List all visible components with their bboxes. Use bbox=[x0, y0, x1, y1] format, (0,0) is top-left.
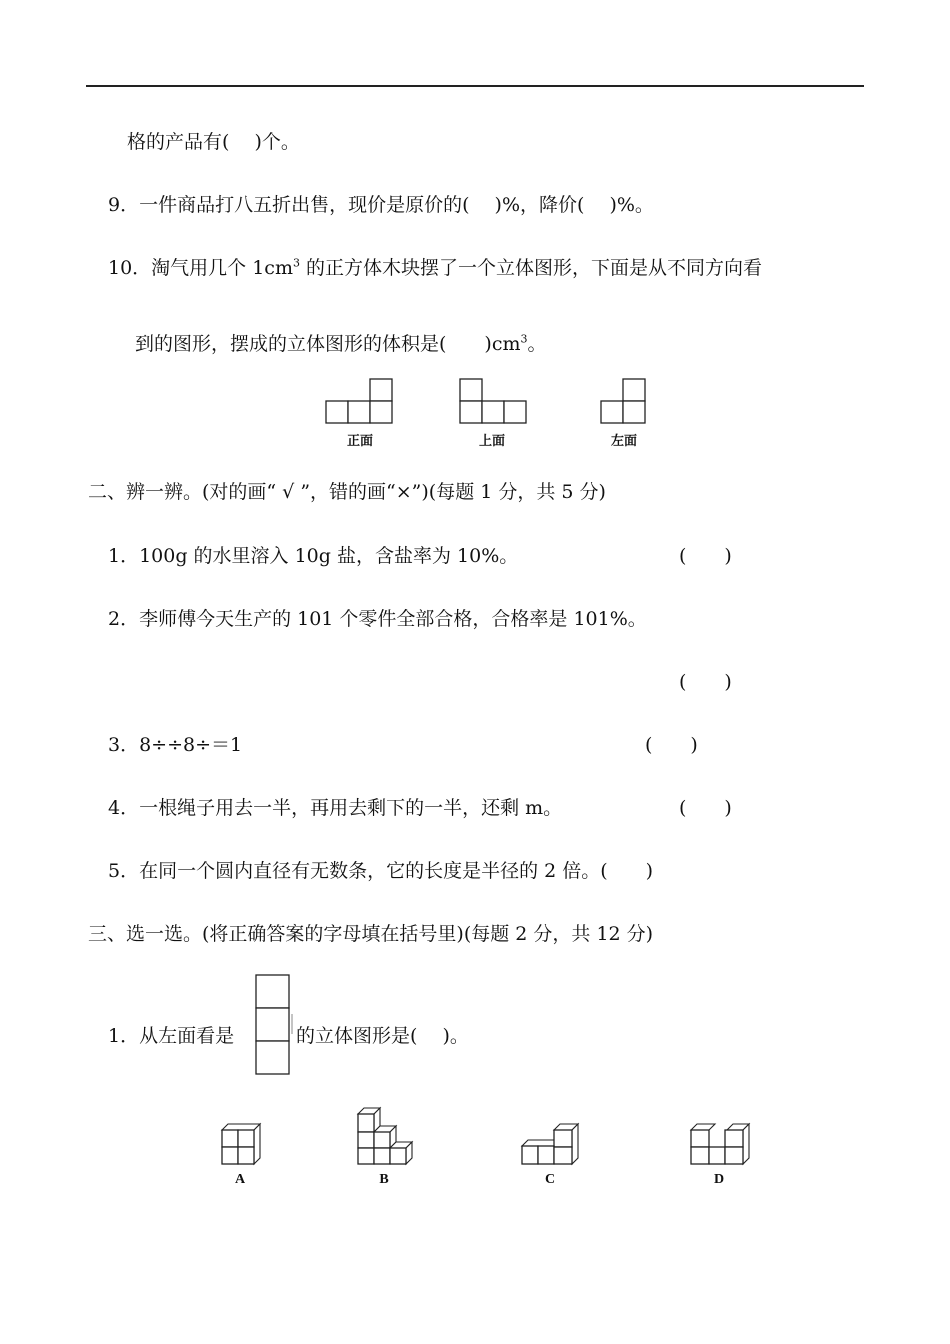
question-10-text-b: 的正方体木块摆了一个立体图形，下面是从不同方向看 bbox=[299, 257, 763, 279]
left-view-column-figure bbox=[255, 974, 295, 1074]
option-a-label[interactable]: A bbox=[234, 1172, 246, 1187]
question-9: 9．一件商品打八五折出售，现价是原价的( )%，降价( )%。 bbox=[108, 194, 654, 216]
judge-item-3: 3．8÷÷8÷＝1 bbox=[108, 734, 243, 756]
option-a-figure bbox=[222, 1124, 264, 1166]
option-b-figure bbox=[358, 1108, 414, 1166]
answer-paren-2[interactable]: ( ) bbox=[679, 671, 732, 693]
option-c-figure bbox=[522, 1124, 580, 1166]
question-10-text-a: 10．淘气用几个 1cm bbox=[108, 257, 293, 279]
answer-paren-1[interactable]: ( ) bbox=[679, 545, 732, 567]
question-10-text-c: 到的图形，摆成的立体图形的体积是( )cm bbox=[135, 333, 521, 355]
judge-item-5 bbox=[108, 857, 653, 885]
answer-paren-3[interactable]: ( ) bbox=[645, 734, 698, 756]
option-d-label[interactable]: D bbox=[713, 1172, 725, 1187]
question-10-line1 bbox=[108, 254, 762, 282]
judge-item-2: 2．李师傅今天生产的 101 个零件全部合格，合格率是 101%。 bbox=[108, 608, 647, 630]
choice-question-1-a: 1．从左面看是 bbox=[108, 1025, 235, 1047]
answer-paren-4[interactable]: ( ) bbox=[679, 797, 732, 819]
section-3-title: 三、选一选。(将正确答案的字母填在括号里)(每题 2 分，共 12 分) bbox=[88, 923, 654, 945]
top-view-label: 上面 bbox=[478, 434, 505, 449]
option-b-label[interactable]: B bbox=[379, 1172, 389, 1187]
answer-paren-5[interactable]: ( ) bbox=[600, 860, 654, 882]
superscript-3: 3 bbox=[292, 256, 300, 270]
top-view-figure bbox=[460, 378, 528, 424]
question-10-text-d: 。 bbox=[527, 333, 547, 355]
judge-item-4: 4．一根绳子用去一半，再用去剩下的一半，还剩 m。 bbox=[108, 797, 563, 819]
superscript-3: 3 bbox=[520, 332, 528, 346]
option-d-figure bbox=[691, 1124, 751, 1166]
option-c-label[interactable]: C bbox=[544, 1172, 556, 1187]
judge-item-5-text: 5．在同一个圆内直径有无数条，它的长度是半径的 2 倍。 bbox=[108, 860, 601, 882]
front-view-label: 正面 bbox=[346, 434, 373, 449]
left-view-figure bbox=[601, 378, 647, 424]
question-10-line2 bbox=[135, 330, 547, 358]
section-2-title: 二、辨一辨。(对的画“ √ ”，错的画“×”)(每题 1 分，共 5 分) bbox=[88, 481, 606, 503]
front-view-figure bbox=[326, 378, 394, 424]
left-view-label: 左面 bbox=[610, 434, 637, 449]
question-8-continuation: 格的产品有( )个。 bbox=[127, 131, 300, 153]
judge-item-1: 1．100g 的水里溶入 10g 盐，含盐率为 10%。 bbox=[108, 545, 519, 567]
header-rule bbox=[86, 85, 864, 87]
choice-question-1-b: 的立体图形是( )。 bbox=[296, 1025, 469, 1047]
